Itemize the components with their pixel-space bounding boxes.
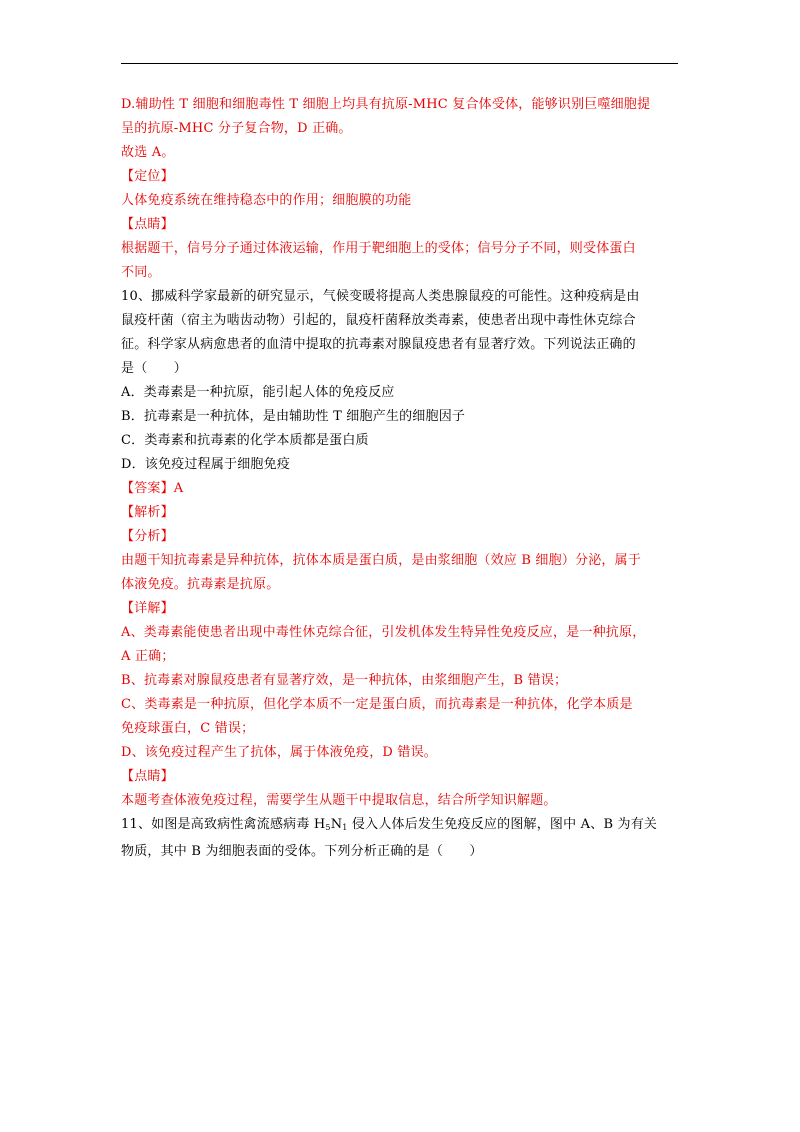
q11-part2: N	[330, 817, 343, 832]
highlight-text-2: 不同。	[121, 265, 161, 280]
q11-stem-line-1	[121, 813, 679, 840]
detail-d: D、该免疫过程产生了抗体，属于体液免疫，D 错误。	[121, 745, 437, 760]
q11-part3: 侵入人体后发生免疫反应的图解，图中 A、B 为有关	[347, 817, 658, 832]
q10-option-d: D．该免疫过程属于细胞免疫	[121, 457, 291, 472]
header-rule	[121, 63, 678, 64]
d-option-1: D.辅助性 T 细胞和细胞毒性 T 细胞上均具有抗原-MHC 复合体受体，能够识别巨噬细胞提	[121, 97, 651, 112]
q10-stem-4: 是（ ）	[121, 361, 188, 376]
q11-sub2: 1	[342, 823, 348, 832]
highlight-text-3: 本题考查体液免疫过程，需要学生从题干中提取信息，结合所学知识解题。	[121, 793, 557, 808]
tag-highlight-1: 【点睛】	[121, 217, 174, 232]
tag-detail: 【详解】	[121, 601, 174, 616]
detail-b: B、抗毒素对腺鼠疫患者有显著疗效，是一种抗体，由浆细胞产生，B 错误；	[121, 673, 568, 688]
detail-c-1: C、类毒素是一种抗原，但化学本质不一定是蛋白质，而抗毒素是一种抗体，化学本质是	[121, 697, 633, 712]
tag-positioning: 【定位】	[121, 169, 174, 184]
d-option-2: 呈的抗原-MHC 分子复合物，D 正确。	[121, 121, 352, 136]
tag-explanation: 【解析】	[121, 505, 174, 520]
detail-c-2: 免疫球蛋白，C 错误；	[121, 721, 255, 736]
analysis-text-2: 体液免疫。抗毒素是抗原。	[121, 577, 280, 592]
choose-a: 故选 A。	[121, 145, 175, 160]
q10-stem-2: 鼠疫杆菌（宿主为啮齿动物）引起的，鼠疫杆菌释放类毒素，使患者出现中毒性休克综合	[121, 313, 636, 328]
positioning-text: 人体免疫系统在维持稳态中的作用；细胞膜的功能	[121, 193, 412, 208]
detail-a-1: A、类毒素能使患者出现中毒性休克综合征，引发机体发生特异性免疫反应，是一种抗原，	[121, 625, 646, 640]
q10-option-b: B．抗毒素是一种抗体，是由辅助性 T 细胞产生的细胞因子	[121, 409, 466, 424]
highlight-text-1: 根据题干，信号分子通过体液运输，作用于靶细胞上的受体；信号分子不同，则受体蛋白	[121, 241, 636, 256]
document-body	[121, 93, 679, 864]
q11-sub1: 5	[325, 823, 331, 832]
q10-option-c: C．类毒素和抗毒素的化学本质都是蛋白质	[121, 433, 369, 448]
analysis-text-1: 由题干知抗毒素是异种抗体，抗体本质是蛋白质，是由浆细胞（效应 B 细胞）分泌，属于	[121, 553, 642, 568]
q10-option-a: A．类毒素是一种抗原，能引起人体的免疫反应	[121, 385, 395, 400]
tag-answer: 【答案】A	[121, 481, 184, 496]
q11-stem-line-2: 物质，其中 B 为细胞表面的受体。下列分析正确的是（ ）	[121, 844, 483, 859]
q10-stem-1: 10、挪威科学家最新的研究显示，气候变暖将提高人类患腺鼠疫的可能性。这种疫病是由	[121, 289, 640, 304]
q10-stem-3: 征。科学家从病愈患者的血清中提取的抗毒素对腺鼠疫患者有显著疗效。下列说法正确的	[121, 337, 636, 352]
q11-part1: 11、如图是高致病性禽流感病毒 H	[121, 817, 326, 832]
text-lines	[121, 93, 679, 813]
tag-highlight-2: 【点睛】	[121, 769, 174, 784]
tag-analysis: 【分析】	[121, 529, 174, 544]
detail-a-2: A 正确；	[121, 649, 175, 664]
